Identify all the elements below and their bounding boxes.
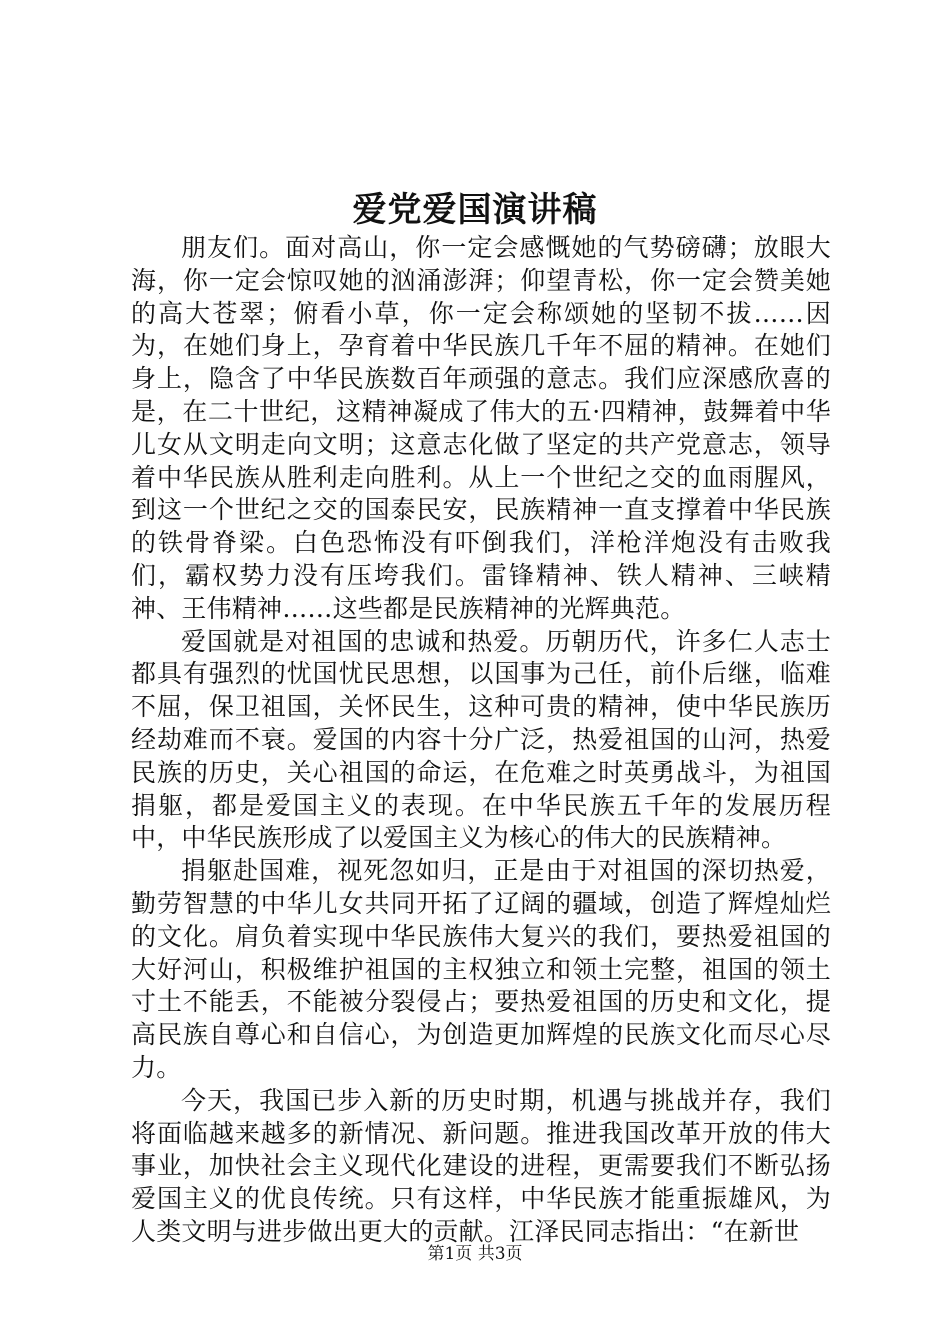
document-title: 爱党爱国演讲稿 (352, 190, 598, 230)
paragraph-1: 朋友们。面对高山，你一定会感慨她的气势磅礴；放眼大海，你一定会惊叹她的汹涌澎湃；仰望青松，你一定会赞美她的高大苍翠；俯看小草，你一定会称颂她的坚韧不拔……因为，在她们身上，孕育着中华民族几千年不屈的精神。在她们身上，隐含了中华民族数百年顽强的意志。我们应深感欣喜的是，在二十世纪，这精神凝成了伟大的五·四精神，鼓舞着中华儿女从文明走向文明；这意志化做了坚定的共产党意志，领导着中华民族从胜利走向胜利。从上一个世纪之交的血雨腥风，到这一个世纪之交的国泰民安，民族精神一直支撑着中华民族的铁骨脊梁。白色恐怖没有吓倒我们，洋枪洋炮没有击败我们，霸权势力没有压垮我们。雷锋精神、铁人精神、三峡精神、王伟精神……这些都是民族精神的光辉典范。 (131, 233, 831, 623)
document-body (131, 232, 831, 1249)
paragraph-2: 爱国就是对祖国的忠诚和热爱。历朝历代，许多仁人志士都具有强烈的忧国忧民思想，以国事为己任，前仆后继，临难不屈，保卫祖国，关怀民生，这种可贵的精神，使中华民族历经劫难而不衰。爱国的内容十分广泛，热爱祖国的山河，热爱民族的历史，关心祖国的命运，在危难之时英勇战斗，为祖国捐躯，都是爱国主义的表现。在中华民族五千年的发展历程中，中华民族形成了以爱国主义为核心的伟大的民族精神。 (131, 626, 831, 853)
paragraph-3: 捐躯赴国难，视死忽如归，正是由于对祖国的深切热爱，勤劳智慧的中华儿女共同开拓了辽阔的疆域，创造了辉煌灿烂的文化。肩负着实现中华民族伟大复兴的我们，要热爱祖国的大好河山，积极维护祖国的主权独立和领土完整，祖国的领土寸土不能丢，不能被分裂侵占；要热爱祖国的历史和文化，提高民族自尊心和自信心，为创造更加辉煌的民族文化而尽心尽力。 (131, 856, 831, 1082)
page-number-footer: 第1页 共3页 (427, 1244, 523, 1264)
paragraph-4: 今天，我国已步入新的历史时期，机遇与挑战并存，我们将面临越来越多的新情况、新问题。推进我国改革开放的伟大事业，加快社会主义现代化建设的进程，更需要我们不断弘扬爱国主义的优良传统。只有这样，中华民族才能重振雄风，为人类文明与进步做出更大的贡献。江泽民同志指出：“在新世 (131, 1085, 831, 1246)
